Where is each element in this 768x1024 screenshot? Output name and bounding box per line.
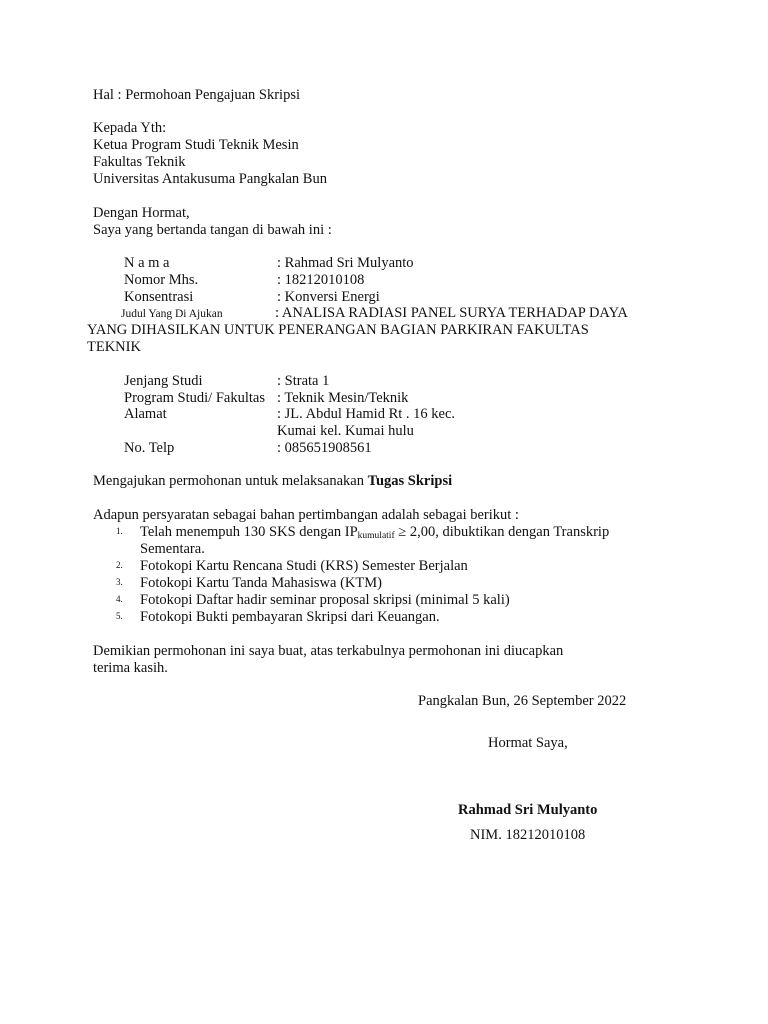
intro-text: Saya yang bertanda tangan di bawah ini : <box>93 222 332 238</box>
list-item-2: Fotokopi Kartu Rencana Studi (KRS) Semester Berjalan <box>140 558 468 574</box>
konsentrasi-label: Konsentrasi <box>124 289 194 305</box>
closing-line-1: Demikian permohonan ini saya buat, atas terkabulnya permohonan ini diucapkan <box>93 643 564 659</box>
jenjang-label: Jenjang Studi <box>124 373 203 389</box>
requirements-intro: Adapun persyaratan sebagai bahan pertimbangan adalah sebagai berikut : <box>93 507 519 523</box>
telp-label: No. Telp <box>124 440 175 456</box>
addressee-line-1: Ketua Program Studi Teknik Mesin <box>93 137 299 153</box>
list-number-4: 4. <box>116 594 123 604</box>
name-value: : Rahmad Sri Mulyanto <box>277 255 414 271</box>
judul-value-line-2: YANG DIHASILKAN UNTUK PENERANGAN BAGIAN PARKIRAN FAKULTAS <box>87 322 589 338</box>
list-item-5: Fotokopi Bukti pembayaran Skripsi dari Keuangan. <box>140 609 440 625</box>
request-bold: Tugas Skripsi <box>367 473 453 489</box>
addressee-line-3: Universitas Antakusuma Pangkalan Bun <box>93 171 327 187</box>
konsentrasi-value: : Konversi Energi <box>277 289 380 305</box>
judul-value-line-3: TEKNIK <box>87 339 141 355</box>
list-number-3: 3. <box>116 577 123 587</box>
request-text: Mengajukan permohonan untuk melaksanakan <box>93 473 368 489</box>
judul-value-line-1: : ANALISA RADIASI PANEL SURYA TERHADAP DAYA <box>275 305 628 321</box>
list-item-4: Fotokopi Daftar hadir seminar proposal skripsi (minimal 5 kali) <box>140 592 510 608</box>
regards: Hormat Saya, <box>488 735 568 751</box>
signatory-nim: NIM. 18212010108 <box>470 827 586 843</box>
addressee-line-2: Fakultas Teknik <box>93 154 186 170</box>
addressee-greeting: Kepada Yth: <box>93 120 167 136</box>
name-label: N a m a <box>124 255 170 271</box>
list-item-1-line-1: Telah menempuh 130 SKS dengan $IP_{kumulatif} \ge 2,00$, dibuktikan dengan Transkrip <box>140 524 610 541</box>
list-item-1-line-2: Sementara. <box>140 541 205 557</box>
nim-label: Nomor Mhs. <box>124 272 199 288</box>
judul-label: Judul Yang Di Ajukan <box>121 308 223 320</box>
list-number-5: 5. <box>116 611 123 621</box>
nim-value: : 18212010108 <box>277 272 365 288</box>
alamat-value-line-1: : JL. Abdul Hamid Rt . 16 kec. <box>277 406 456 422</box>
prodi-value: : Teknik Mesin/Teknik <box>277 390 409 406</box>
alamat-value-line-2: Kumai kel. Kumai hulu <box>277 423 414 439</box>
signatory-name: Rahmad Sri Mulyanto <box>458 802 598 818</box>
prodi-label: Program Studi/ Fakultas <box>124 390 265 406</box>
salutation: Dengan Hormat, <box>93 205 190 221</box>
list-number-2: 2. <box>116 560 123 570</box>
place-date: Pangkalan Bun, 26 September 2022 <box>418 693 627 709</box>
closing-line-2: terima kasih. <box>93 660 168 676</box>
list-item-3: Fotokopi Kartu Tanda Mahasiswa (KTM) <box>140 575 382 591</box>
telp-value: : 085651908561 <box>277 440 372 456</box>
request-line <box>93 473 452 490</box>
alamat-label: Alamat <box>124 406 167 422</box>
list-number-1: 1. <box>116 526 123 536</box>
subject-line: Hal : Permohoan Pengajuan Skripsi <box>93 87 301 103</box>
jenjang-value: : Strata 1 <box>277 373 330 389</box>
